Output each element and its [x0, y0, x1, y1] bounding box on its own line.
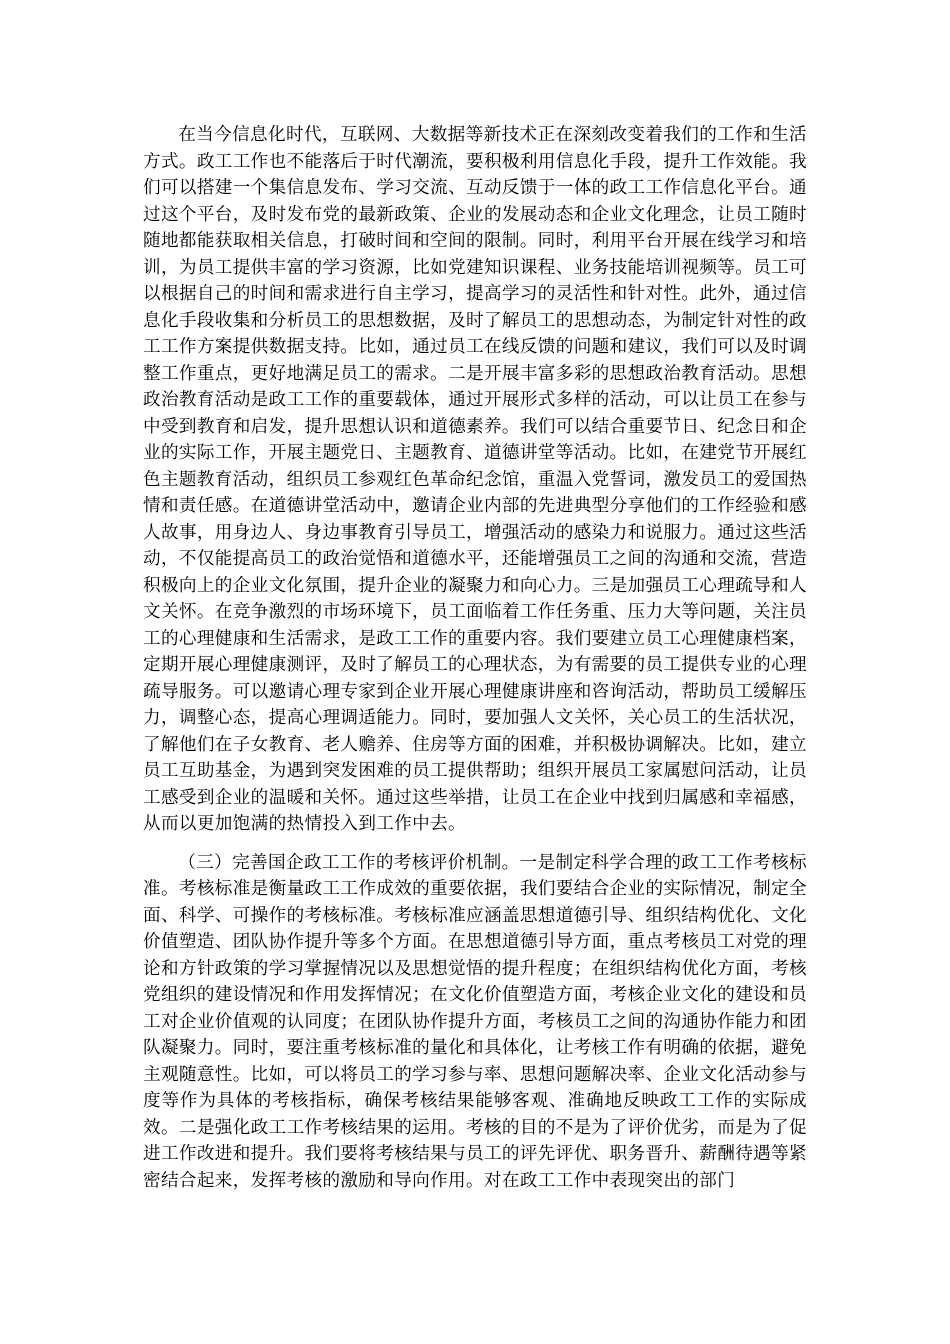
body-paragraph-informatization: 在当今信息化时代，互联网、大数据等新技术正在深刻改变着我们的工作和生活方式。政工工作也不能落后于时代潮流，要积极利用信息化手段，提升工作效能。我们可以搭建一个集信息发布、学习交流、互动反馈于一体的政工工作信息化平台。通过这个平台，及时发布党的最新政策、企业的发展动态和企业文化理念，让员工随时随地都能获取相关信息，打破时间和空间的限制。同时，利用平台开展在线学习和培训，为员工提供丰富的学习资源，比如党建知识课程、业务技能培训视频等。员工可以根据自己的时间和需求进行自主学习，提高学习的灵活性和针对性。此外，通过信息化手段收集和分析员工的思想数据，及时了解员工的思想动态，为制定针对性的政工工作方案提供数据支持。比如，通过员工在线反馈的问题和建议，我们可以及时调整工作重点，更好地满足员工的需求。二是开展丰富多彩的思想政治教育活动。思想政治教育活动是政工工作的重要载体，通过开展形式多样的活动，可以让员工在参与中受到教育和启发，提升思想认识和道德素养。我们可以结合重要节日、纪念日和企业的实际工作，开展主题党日、主题教育、道德讲堂等活动。比如，在建党节开展红色主题教育活动，组织员工参观红色革命纪念馆，重温入党誓词，激发员工的爱国热情和责任感。在道德讲堂活动中，邀请企业内部的先进典型分享他们的工作经验和感人故事，用身边人、身边事教育引导员工，增强活动的感染力和说服力。通过这些活动，不仅能提高员工的政治觉悟和道德水平，还能增强员工之间的沟通和交流，营造积极向上的企业文化氛围，提升企业的凝聚力和向心力。三是加强员工心理疏导和人文关怀。在竞争激烈的市场环境下，员工面临着工作任务重、压力大等问题，关注员工的心理健康和生活需求，是政工工作的重要内容。我们要建立员工心理健康档案，定期开展心理健康测评，及时了解员工的心理状态，为有需要的员工提供专业的心理疏导服务。可以邀请心理专家到企业开展心理健康讲座和咨询活动，帮助员工缓解压力，调整心态，提高心理调适能力。同时，要加强人文关怀，关心员工的生活状况，了解他们在子女教育、老人赡养、住房等方面的困难，并积极协调解决。比如，建立员工互助基金，为遇到突发困难的员工提供帮助；组织开展员工家属慰问活动，让员工感受到企业的温暖和关怀。通过这些举措，让员工在企业中找到归属感和幸福感，从而以更加饱满的热情投入到工作中去。 [143, 125, 807, 834]
document-page [143, 122, 807, 1194]
body-paragraph-assessment-mechanism: （三）完善国企政工工作的考核评价机制。一是制定科学合理的政工工作考核标准。考核标准是衡量政工工作成效的重要依据，我们要结合企业的实际情况，制定全面、科学、可操作的考核标准。考核标准应涵盖思想道德引导、组织结构优化、文化价值塑造、团队协作提升等多个方面。在思想道德引导方面，重点考核员工对党的理论和方针政策的学习掌握情况以及思想觉悟的提升程度；在组织结构优化方面，考核党组织的建设情况和作用发挥情况；在文化价值塑造方面，考核企业文化的建设和员工对企业价值观的认同度；在团队协作提升方面，考核员工之间的沟通协作能力和团队凝聚力。同时，要注重考核标准的量化和具体化，让考核工作有明确的依据，避免主观随意性。比如，可以将员工的学习参与率、思想问题解决率、企业文化活动参与度等作为具体的考核指标，确保考核结果能够客观、准确地反映政工工作的实际成效。二是强化政工工作考核结果的运用。考核的目的不是为了评价优劣，而是为了促进工作改进和提升。我们要将考核结果与员工的评先评优、职务晋升、薪酬待遇等紧密结合起来，发挥考核的激励和导向作用。对在政工工作中表现突出的部门 [143, 852, 807, 1191]
